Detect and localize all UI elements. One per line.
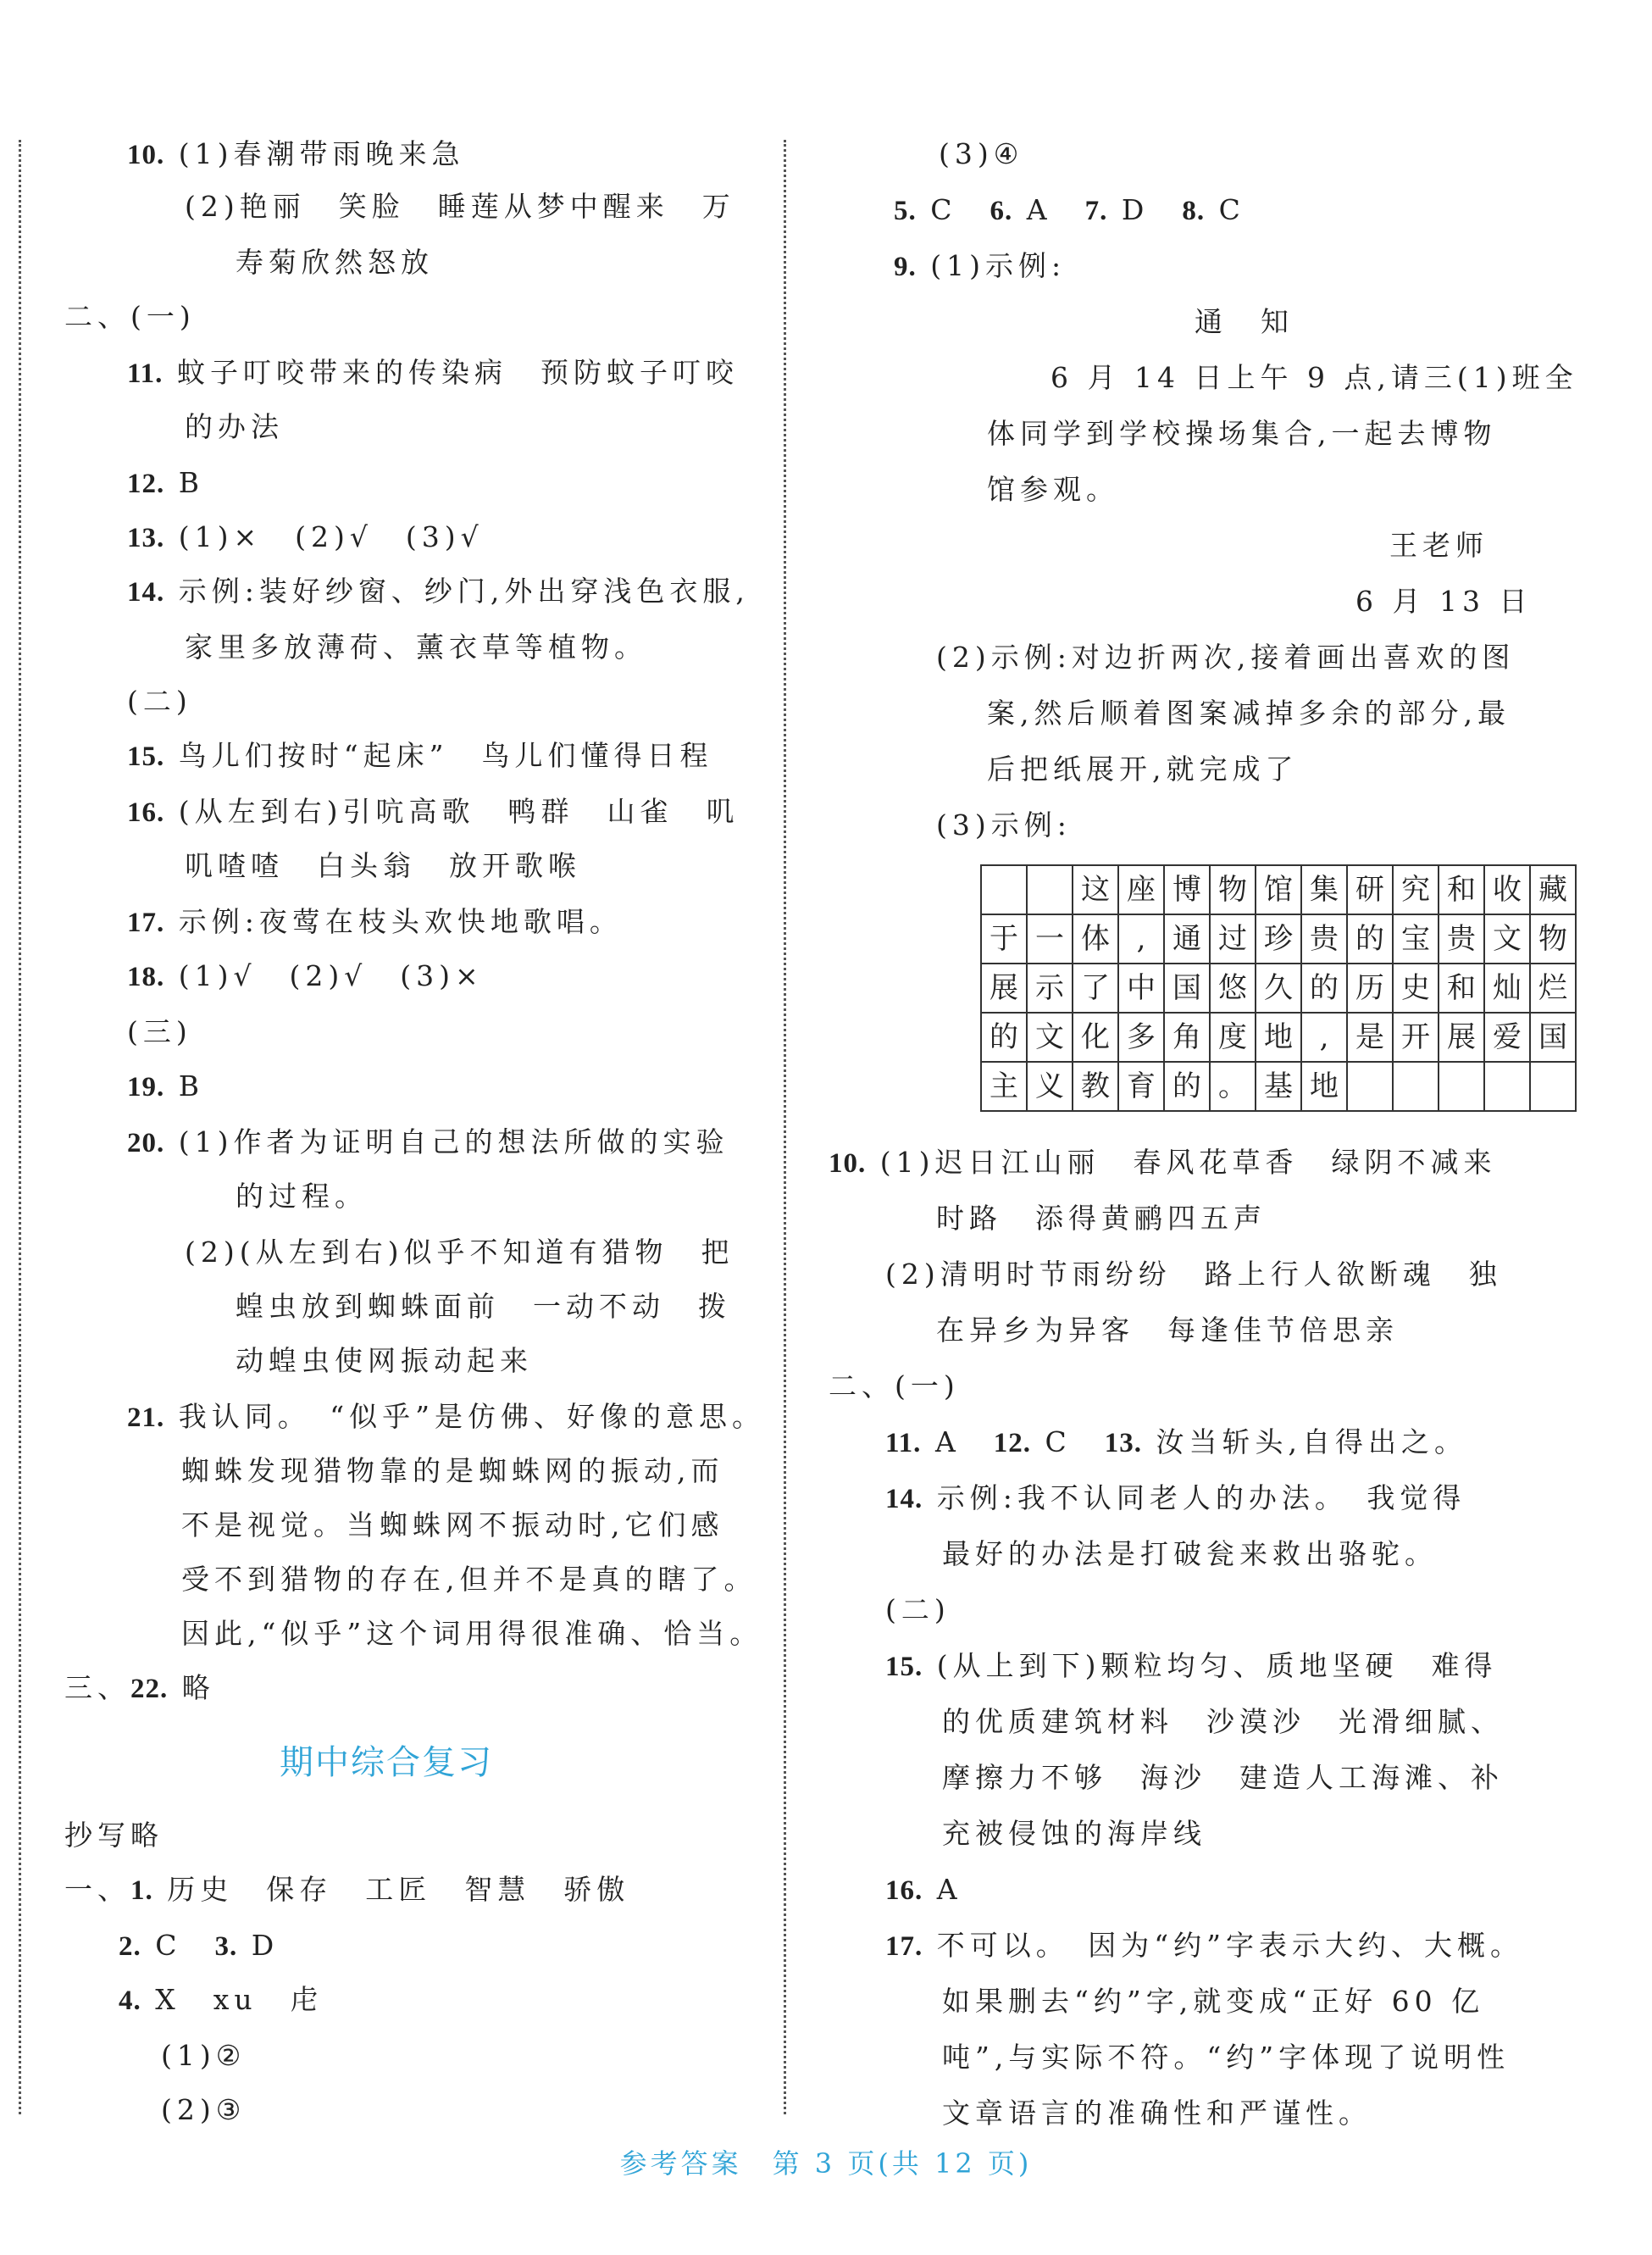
page-footer: 参考答案 第 3 页(共 12 页) (619, 2147, 1033, 2180)
grid-cell: 烂 (1530, 964, 1576, 1013)
grid-cell: 物 (1530, 914, 1576, 964)
answer-16: 16. (从左到右)引吭高歌 鸭群 山雀 叽 (127, 795, 740, 828)
answer-10: 10. (1)春潮带雨晚来急 (127, 137, 465, 170)
midterm-answer-15-cont3: 充被侵蚀的海岸线 (942, 1817, 1206, 1850)
answer-21-cont2: 不是视觉。当蜘蛛网不振动时,它们感 (181, 1508, 724, 1541)
grid-cell: 展 (1439, 1013, 1484, 1062)
answer-10-part2: (2)艳丽 笑脸 睡莲从梦中醒来 万 (185, 190, 735, 223)
grid-cell (1439, 1062, 1484, 1111)
grid-cell: 这 (1073, 865, 1118, 914)
grid-cell: 地 (1256, 1013, 1301, 1062)
grid-cell (1347, 1062, 1393, 1111)
grid-cell: 角 (1164, 1013, 1210, 1062)
subsection-3: (三) (127, 1015, 192, 1048)
midterm-answer-4: 4. X xu 虍 (119, 1983, 324, 2016)
grid-cell: 国 (1530, 1013, 1576, 1062)
midterm-answer-17-cont2: 吨”,与实际不符。“约”字体现了说明性 (942, 2041, 1511, 2074)
notice-date: 6 月 13 日 (1355, 585, 1533, 618)
answer-21-cont1: 蜘蛛发现猎物靠的是蜘蛛网的振动,而 (181, 1454, 724, 1487)
grid-cell: 博 (1164, 865, 1210, 914)
midterm-answer-10-2: (2)清明时节雨纷纷 路上行人欲断魂 独 (885, 1258, 1502, 1291)
grid-row (981, 865, 1576, 914)
grid-cell: 展 (981, 964, 1027, 1013)
midterm-answer-1: 一、1. 历史 保存 工匠 智慧 骄傲 (64, 1873, 630, 1906)
section-2-1-heading: 二、(一) (64, 300, 196, 333)
answer-20-part2-cont: 蝗虫放到蜘蛛面前 一动不动 拨 (236, 1290, 731, 1323)
grid-cell: 开 (1393, 1013, 1439, 1062)
answer-12: 12. B (127, 466, 205, 499)
grid-cell: 珍 (1256, 914, 1301, 964)
grid-cell: 了 (1073, 964, 1118, 1013)
answer-15: 15. 鸟儿们按时“起床” 鸟儿们懂得日程 (127, 739, 713, 772)
midterm-answer-17-cont3: 文章语言的准确性和严谨性。 (942, 2097, 1372, 2130)
grid-cell: 究 (1393, 865, 1439, 914)
column-divider (784, 140, 786, 2114)
grid-cell: 体 (1073, 914, 1118, 964)
midterm-answer-10: 10. (1)迟日江山丽 春风花草香 绿阴不减来 (829, 1146, 1497, 1179)
midterm-answer-4-1: (1)② (161, 2039, 247, 2072)
answer-9-2: (2)示例:对边折两次,接着画出喜欢的图 (936, 641, 1516, 674)
midterm-answer-10-2-cont: 在异乡为异客 每逢佳节倍思亲 (936, 1314, 1399, 1347)
left-margin-dotted-line (19, 140, 21, 2114)
grid-cell: 化 (1073, 1013, 1118, 1062)
midterm-answer-15-cont2: 摩擦力不够 海沙 建造人工海滩、补 (942, 1761, 1504, 1794)
grid-cell: 国 (1164, 964, 1210, 1013)
answer-10-cont: 寿菊欣然怒放 (236, 246, 434, 279)
answer-13: 13. (1)× (2)√ (3)√ (127, 520, 484, 553)
notice-signature: 王老师 (1389, 529, 1488, 562)
answer-20-part2-cont2: 动蝗虫使网振动起来 (236, 1344, 533, 1377)
grid-cell: 和 (1439, 964, 1484, 1013)
midterm-answer-9: 9. (1)示例: (894, 249, 1067, 282)
answer-20-cont: 的过程。 (236, 1180, 368, 1213)
answer-9-2-cont1: 案,然后顺着图案减掉多余的部分,最 (987, 697, 1511, 730)
midterm-answer-4-2: (2)③ (161, 2093, 247, 2126)
answer-16-cont: 叽喳喳 白头翁 放开歌喉 (185, 849, 581, 882)
grid-cell: 贵 (1301, 914, 1347, 964)
answer-11-cont: 的办法 (185, 410, 284, 443)
answer-9-2-cont2: 后把纸展开,就完成了 (987, 753, 1299, 786)
grid-cell: 度 (1210, 1013, 1256, 1062)
grid-cell: 的 (981, 1013, 1027, 1062)
grid-cell: 一 (1027, 914, 1073, 964)
grid-cell: 久 (1256, 964, 1301, 1013)
grid-cell (981, 865, 1027, 914)
grid-cell: 地 (1301, 1062, 1347, 1111)
grid-cell: 藏 (1530, 865, 1576, 914)
grid-cell: 爱 (1484, 1013, 1530, 1062)
answer-11: 11. 蚊子叮咬带来的传染病 预防蚊子叮咬 (127, 356, 739, 389)
grid-cell: 馆 (1256, 865, 1301, 914)
grid-cell: 育 (1118, 1062, 1164, 1111)
answer-21-cont4: 因此,“似乎”这个词用得很准确、恰当。 (181, 1617, 763, 1650)
grid-cell (1027, 865, 1073, 914)
answer-18: 18. (1)√ (2)√ (3)× (127, 959, 484, 992)
grid-cell: 物 (1210, 865, 1256, 914)
midterm-answers-5-8: 5. C 6. A 7. D 8. C (894, 193, 1245, 226)
grid-cell: 主 (981, 1062, 1027, 1111)
copy-omitted: 抄写略 (64, 1819, 164, 1852)
answer-20: 20. (1)作者为证明自己的想法所做的实验 (127, 1125, 729, 1158)
midterm-answer-16: 16. A (885, 1873, 962, 1906)
notice-body-1: 6 月 14 日上午 9 点,请三(1)班全 (1051, 361, 1578, 394)
grid-row (981, 1062, 1576, 1111)
grid-cell: 和 (1439, 865, 1484, 914)
grid-cell: 贵 (1439, 914, 1484, 964)
midterm-answer-17-cont1: 如果删去“约”字,就变成“正好 60 亿 (942, 1985, 1485, 2018)
midterm-answer-2-3: 2. C 3. D (119, 1929, 280, 1962)
subsection-2: (二) (127, 685, 192, 718)
grid-cell: 基 (1256, 1062, 1301, 1111)
grid-cell: 集 (1301, 865, 1347, 914)
midterm-answer-14: 14. 示例:我不认同老人的办法。 我觉得 (885, 1481, 1466, 1514)
answer-21-cont3: 受不到猎物的存在,但并不是真的瞎了。 (181, 1563, 757, 1596)
grid-row (981, 964, 1576, 1013)
grid-cell: 示 (1027, 964, 1073, 1013)
grid-cell (1393, 1062, 1439, 1111)
grid-cell: 。 (1210, 1062, 1256, 1111)
grid-cell: 是 (1347, 1013, 1393, 1062)
grid-cell: 文 (1027, 1013, 1073, 1062)
grid-cell: 史 (1393, 964, 1439, 1013)
grid-cell (1484, 1062, 1530, 1111)
midterm-answer-14-cont: 最好的办法是打破瓮来救出骆驼。 (942, 1537, 1438, 1570)
grid-cell: 的 (1347, 914, 1393, 964)
answer-14-cont: 家里多放薄荷、薰衣草等植物。 (185, 630, 647, 664)
grid-cell: 历 (1347, 964, 1393, 1013)
answer-17: 17. 示例:夜莺在枝头欢快地歌唱。 (127, 905, 623, 938)
grid-cell: 通 (1164, 914, 1210, 964)
grid-cell: 的 (1164, 1062, 1210, 1111)
answer-14: 14. 示例:装好纱窗、纱门,外出穿浅色衣服, (127, 575, 750, 608)
grid-cell: 座 (1118, 865, 1164, 914)
midterm-answer-15: 15. (从上到下)颗粒均匀、质地坚硬 难得 (885, 1649, 1498, 1682)
midterm-answers-11-13: 11. A 12. C 13. 汝当斩头,自得出之。 (885, 1425, 1468, 1458)
grid-cell: 收 (1484, 865, 1530, 914)
answer-20-part2: (2)(从左到右)似乎不知道有猎物 把 (185, 1236, 735, 1269)
grid-row (981, 1013, 1576, 1062)
grid-cell: 教 (1073, 1062, 1118, 1111)
midterm-answer-4-3: (3)④ (939, 137, 1024, 170)
midterm-subsection-2: (二) (885, 1593, 951, 1626)
grid-cell: 的 (1301, 964, 1347, 1013)
grid-cell: 研 (1347, 865, 1393, 914)
notice-title: 通 知 (1195, 305, 1294, 338)
grid-cell: 中 (1118, 964, 1164, 1013)
midterm-answer-15-cont1: 的优质建筑材料 沙漠沙 光滑细腻、 (942, 1705, 1504, 1738)
grid-cell: 多 (1118, 1013, 1164, 1062)
grid-cell (1530, 1062, 1576, 1111)
midterm-answer-17: 17. 不可以。 因为“约”字表示大约、大概。 (885, 1929, 1523, 1962)
grid-cell: , (1118, 914, 1164, 964)
grid-cell: 灿 (1484, 964, 1530, 1013)
grid-cell: 于 (981, 914, 1027, 964)
answer-22: 三、22. 略 (64, 1671, 215, 1704)
grid-row (981, 914, 1576, 964)
grid-cell: 悠 (1210, 964, 1256, 1013)
grid-cell: 宝 (1393, 914, 1439, 964)
grid-cell: 过 (1210, 914, 1256, 964)
notice-body-2: 体同学到学校操场集合,一起去博物 (987, 417, 1497, 450)
grid-cell: , (1301, 1013, 1347, 1062)
notice-body-3: 馆参观。 (987, 473, 1119, 506)
answer-21: 21. 我认同。 “似乎”是仿佛、好像的意思。 (127, 1400, 765, 1433)
answer-19: 19. B (127, 1069, 205, 1103)
midterm-answer-10-cont: 时路 添得黄鹂四五声 (936, 1202, 1267, 1235)
section-title: 期中综合复习 (280, 1743, 493, 1782)
grid-cell: 文 (1484, 914, 1530, 964)
writing-grid (980, 864, 1577, 1112)
midterm-section-2-1: 二、(一) (829, 1369, 960, 1402)
answer-9-3: (3)示例: (936, 808, 1072, 841)
grid-cell: 义 (1027, 1062, 1073, 1111)
